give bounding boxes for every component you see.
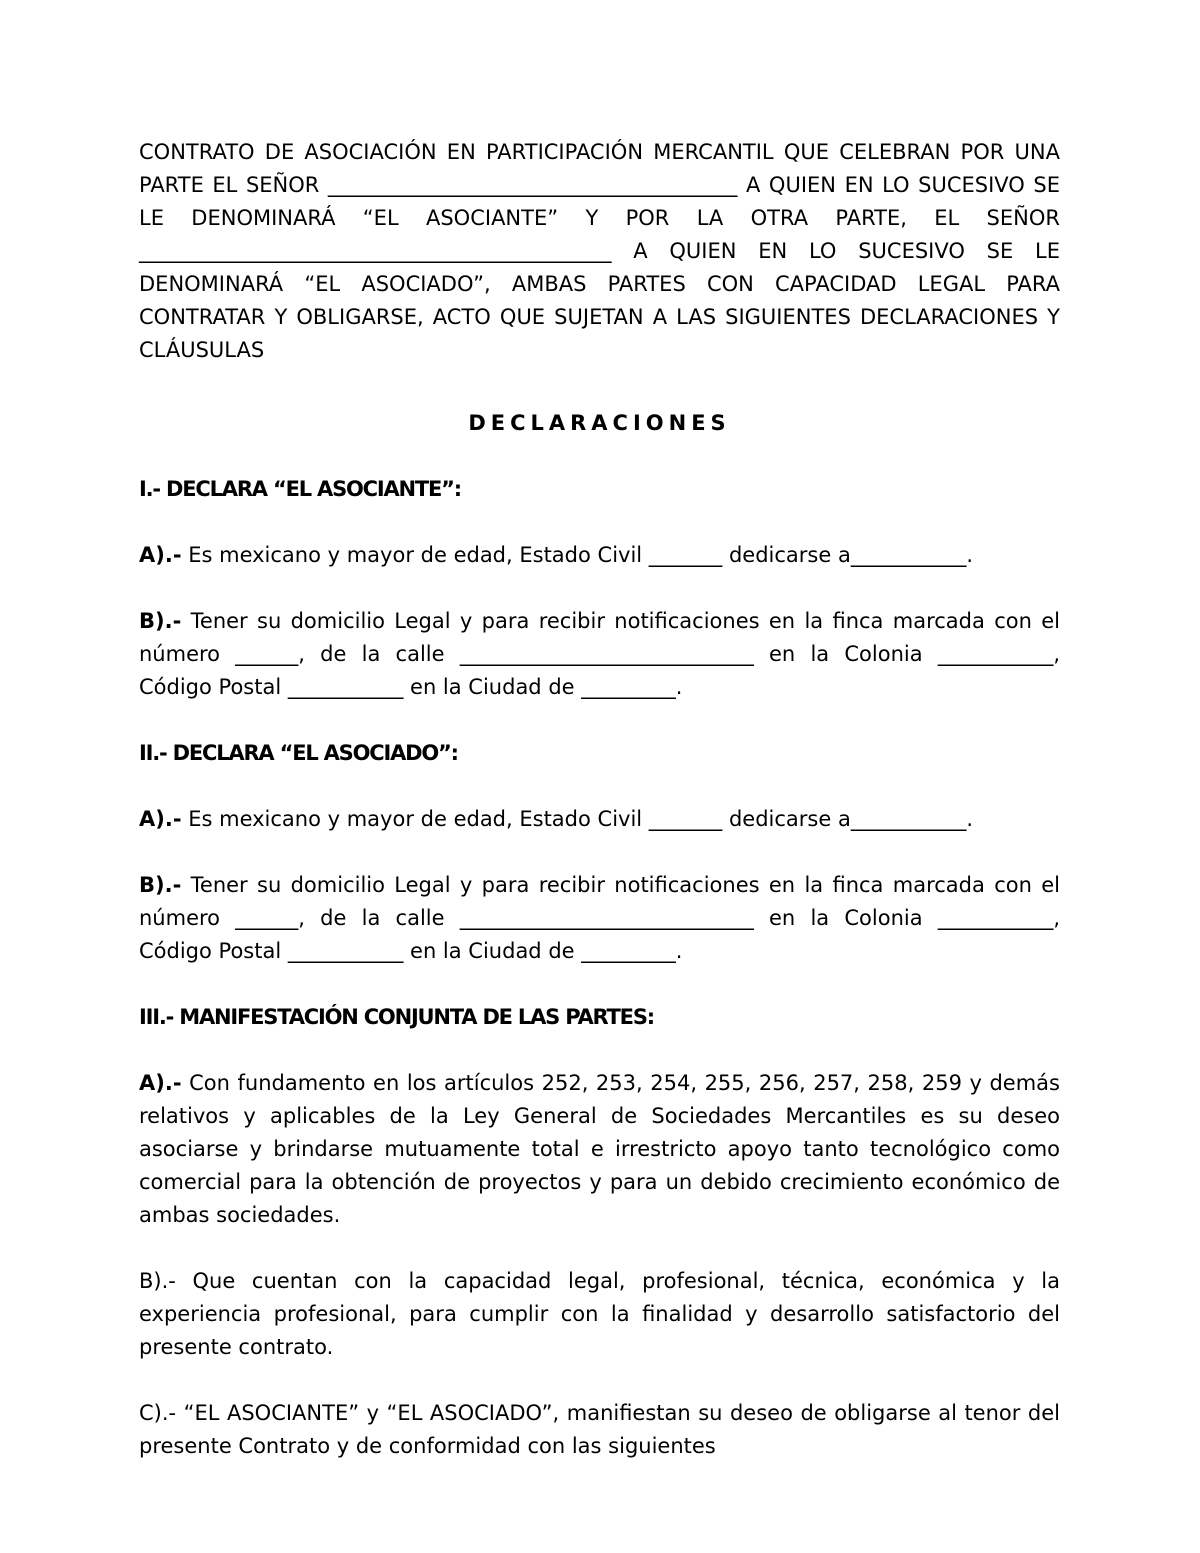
section-1-clause-b xyxy=(139,605,1060,704)
section-3-clause-b: B).- Que cuentan con la capacidad legal, profesional, técnica, económica y la experiencia profesional, para cumplir con la finalidad y desarrollo satisfactorio del presente contrato. xyxy=(139,1269,1060,1359)
section-2-heading: II.- DECLARA “EL ASOCIADO”: xyxy=(139,741,458,765)
clause-text: Es mexicano y mayor de edad, Estado Civil _______ dedicarse a___________. xyxy=(181,543,974,567)
clause-label: A).- xyxy=(139,807,182,831)
clause-label: B).- xyxy=(139,873,182,897)
declarations-title: DECLARACIONES xyxy=(468,411,731,435)
clause-text: Tener su domicilio Legal y para recibir notificaciones en la finca marcada con el número ______, de la calle ____________________________ en la Colonia ___________, Código Postal ___________ en la Ciudad de _________. xyxy=(139,609,1060,699)
clause-label: A).- xyxy=(139,543,182,567)
document-page xyxy=(139,136,1060,1496)
section-1-heading: I.- DECLARA “EL ASOCIANTE”: xyxy=(139,477,461,501)
section-1-clause-a xyxy=(139,539,1060,572)
clause-label: A).- xyxy=(139,1071,182,1095)
section-3-clause-c: C).- “EL ASOCIANTE” y “EL ASOCIADO”, manifiestan su deseo de obligarse al tenor del presente Contrato y de conformidad con las siguientes xyxy=(139,1401,1060,1458)
contract-intro-paragraph: CONTRATO DE ASOCIACIÓN EN PARTICIPACIÓN MERCANTIL QUE CELEBRAN POR UNA PARTE EL SEÑOR _______________________________________ A QUIEN EN LO SUCESIVO SE LE DENOMINARÁ “EL ASOCIANTE” Y POR LA OTRA PARTE, EL SEÑOR _____________________________________________ A QUIEN EN LO SUCESIVO SE LE DENOMINARÁ “EL ASOCIADO”, AMBAS PARTES CON CAPACIDAD LEGAL PARA CONTRATAR Y OBLIGARSE, ACTO QUE SUJETAN A LAS SIGUIENTES DECLARACIONES Y CLÁUSULAS xyxy=(139,140,1060,362)
section-2-clause-a xyxy=(139,803,1060,836)
clause-text: Tener su domicilio Legal y para recibir notificaciones en la finca marcada con el número ______, de la calle ____________________________ en la Colonia ___________, Código Postal ___________ en la Ciudad de _________. xyxy=(139,873,1060,963)
clause-label: B).- xyxy=(139,609,182,633)
section-2-clause-b xyxy=(139,869,1060,968)
clause-text: Con fundamento en los artículos 252, 253, 254, 255, 256, 257, 258, 259 y demás relativos y aplicables de la Ley General de Sociedades Mercantiles es su deseo asociarse y brindarse mutuamente total e irrestricto apoyo tanto tecnológico como comercial para la obtención de proyectos y para un debido crecimiento económico de ambas sociedades. xyxy=(139,1071,1060,1227)
section-3-clause-a xyxy=(139,1067,1060,1232)
clause-text: Es mexicano y mayor de edad, Estado Civil _______ dedicarse a___________. xyxy=(181,807,974,831)
section-3-heading: III.- MANIFESTACIÓN CONJUNTA DE LAS PARTES: xyxy=(139,1005,654,1029)
